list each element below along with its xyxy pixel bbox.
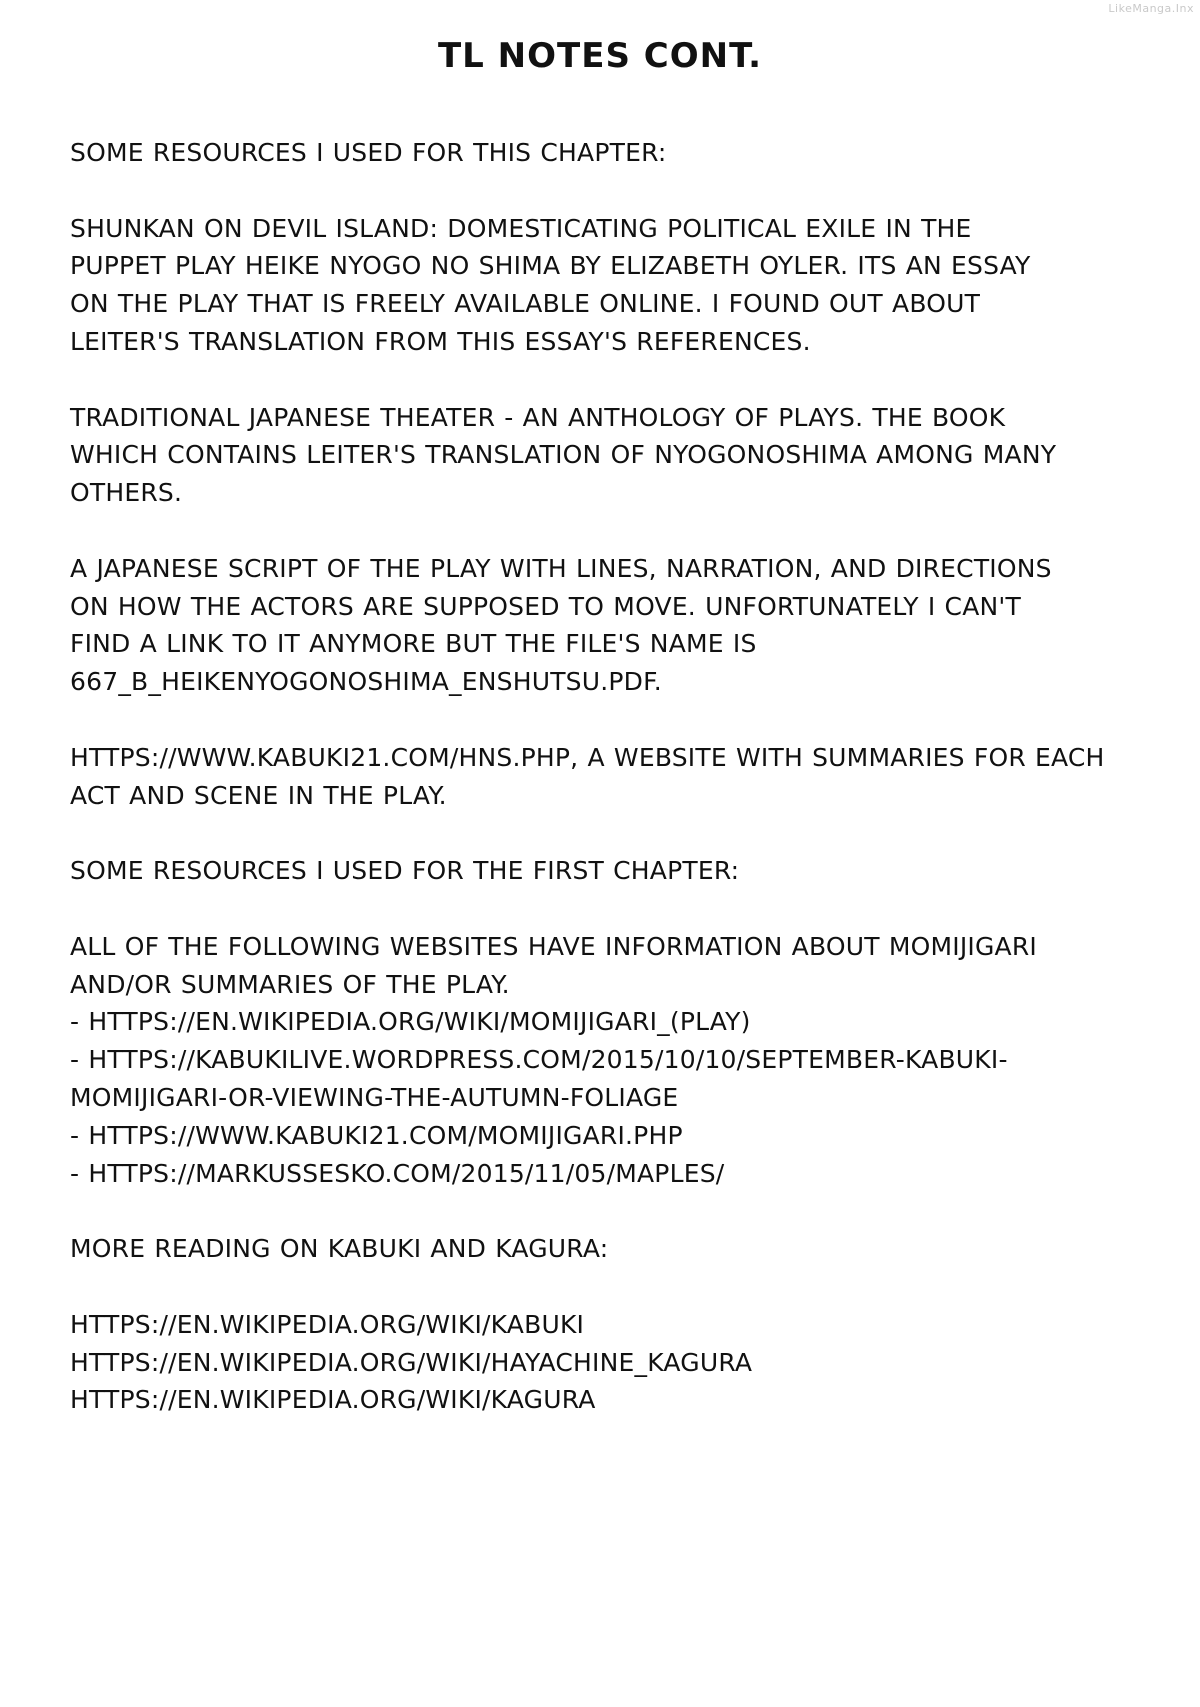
paragraph-gap <box>70 172 1150 210</box>
paragraph-gap <box>70 814 1150 852</box>
paragraph-gap <box>70 512 1150 550</box>
note-line: ALL OF THE FOLLOWING WEBSITES HAVE INFORMATION ABOUT MOMIJIGARI <box>70 931 1037 961</box>
note-line: MORE READING ON KABUKI AND KAGURA: <box>70 1234 609 1264</box>
note-paragraph <box>70 1306 1150 1419</box>
note-paragraph <box>70 852 1150 890</box>
note-line: - HTTPS://EN.WIKIPEDIA.ORG/WIKI/MOMIJIGARI_(PLAY) <box>70 1007 751 1037</box>
notes-body <box>70 134 1150 1419</box>
watermark-text: LikeManga.Inx <box>1108 2 1194 15</box>
paragraph-gap <box>70 890 1150 928</box>
note-line: ACT AND SCENE IN THE PLAY. <box>70 780 447 810</box>
note-line: HTTPS://EN.WIKIPEDIA.ORG/WIKI/KAGURA <box>70 1385 596 1415</box>
note-paragraph <box>70 399 1150 512</box>
page-title: TL NOTES CONT. <box>437 36 763 76</box>
note-line: WHICH CONTAINS LEITER'S TRANSLATION OF NYOGONOSHIMA AMONG MANY <box>70 440 1057 470</box>
note-paragraph <box>70 134 1150 172</box>
note-line: MOMIJIGARI-OR-VIEWING-THE-AUTUMN-FOLIAGE <box>70 1082 679 1112</box>
note-line: PUPPET PLAY HEIKE NYOGO NO SHIMA BY ELIZABETH OYLER. ITS AN ESSAY <box>70 251 1031 281</box>
note-line: HTTPS://EN.WIKIPEDIA.ORG/WIKI/HAYACHINE_KAGURA <box>70 1347 753 1377</box>
note-line: - HTTPS://KABUKILIVE.WORDPRESS.COM/2015/10/10/SEPTEMBER-KABUKI- <box>70 1045 1008 1075</box>
note-line: - HTTPS://WWW.KABUKI21.COM/MOMIJIGARI.PHP <box>70 1120 683 1150</box>
note-line: FIND A LINK TO IT ANYMORE BUT THE FILE'S NAME IS <box>70 629 757 659</box>
note-paragraph <box>70 210 1150 361</box>
paragraph-gap <box>70 361 1150 399</box>
note-paragraph <box>70 739 1150 815</box>
note-line: 667_B_HEIKENYOGONOSHIMA_ENSHUTSU.PDF. <box>70 667 662 697</box>
note-line: ON HOW THE ACTORS ARE SUPPOSED TO MOVE. UNFORTUNATELY I CAN'T <box>70 591 1021 621</box>
note-line: ON THE PLAY THAT IS FREELY AVAILABLE ONLINE. I FOUND OUT ABOUT <box>70 289 981 319</box>
paragraph-gap <box>70 1192 1150 1230</box>
note-line: HTTPS://EN.WIKIPEDIA.ORG/WIKI/KABUKI <box>70 1309 585 1339</box>
note-paragraph <box>70 1230 1150 1268</box>
note-line: AND/OR SUMMARIES OF THE PLAY. <box>70 969 510 999</box>
paragraph-gap <box>70 1268 1150 1306</box>
note-line: TRADITIONAL JAPANESE THEATER - AN ANTHOLOGY OF PLAYS. THE BOOK <box>70 402 1006 432</box>
note-line: A JAPANESE SCRIPT OF THE PLAY WITH LINES, NARRATION, AND DIRECTIONS <box>70 553 1052 583</box>
note-line: LEITER'S TRANSLATION FROM THIS ESSAY'S REFERENCES. <box>70 326 811 356</box>
note-paragraph <box>70 928 1150 1193</box>
paragraph-gap <box>70 701 1150 739</box>
note-line: SOME RESOURCES I USED FOR THE FIRST CHAPTER: <box>70 856 740 886</box>
note-line: - HTTPS://MARKUSSESKO.COM/2015/11/05/MAPLES/ <box>70 1158 725 1188</box>
note-line: SOME RESOURCES I USED FOR THIS CHAPTER: <box>70 138 667 167</box>
note-paragraph <box>70 550 1150 701</box>
note-line: SHUNKAN ON DEVIL ISLAND: DOMESTICATING POLITICAL EXILE IN THE <box>70 213 972 243</box>
note-line: HTTPS://WWW.KABUKI21.COM/HNS.PHP, A WEBSITE WITH SUMMARIES FOR EACH <box>70 742 1105 772</box>
note-line: OTHERS. <box>70 478 183 508</box>
